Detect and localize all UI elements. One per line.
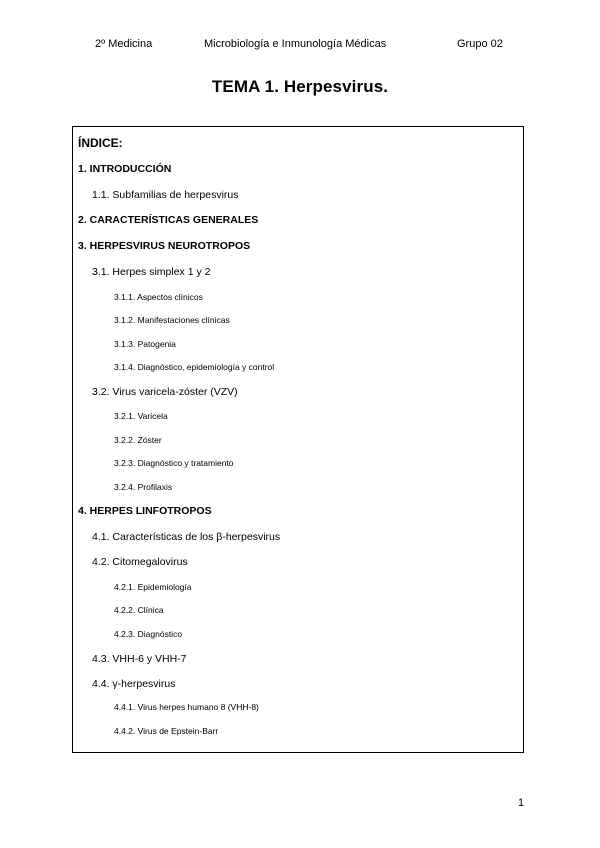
toc-entry-subsection[interactable]: 1.1. Subfamilias de herpesvirus [92, 189, 239, 201]
toc-entry-subsubsection[interactable]: 4.2.3. Diagnóstico [114, 629, 183, 639]
header-subject: Microbiología e Inmunología Médicas [204, 38, 387, 50]
toc-entry-subsection[interactable]: 4.1. Características de los β-herpesvirus [92, 531, 281, 543]
toc-entry-subsubsection[interactable]: 4.4.2. Virus de Epstein-Barr [114, 726, 219, 736]
toc-entry-subsubsection[interactable]: 3.2.1. Varicela [114, 411, 168, 421]
toc-entry-subsection[interactable]: 4.3. VHH-6 y VHH-7 [92, 653, 187, 665]
page-number: 1 [518, 797, 525, 809]
document-title: TEMA 1. Herpesvirus. [211, 77, 389, 96]
toc-entry-subsubsection[interactable]: 3.2.3. Diagnóstico y tratamiento [114, 458, 234, 468]
table-of-contents [72, 126, 524, 753]
toc-entry-section[interactable]: 3. HERPESVIRUS NEUROTROPOS [78, 240, 251, 252]
toc-entry-section[interactable]: 1. INTRODUCCIÓN [78, 163, 172, 175]
toc-entry-subsubsection[interactable]: 3.2.4. Profilaxis [114, 482, 173, 492]
toc-entry-subsubsection[interactable]: 3.1.1. Aspectos clínicos [114, 292, 203, 302]
toc-entry-subsubsection[interactable]: 4.4.1. Virus herpes humano 8 (VHH-8) [114, 702, 259, 712]
toc-entry-subsubsection[interactable]: 3.1.2. Manifestaciones clínicas [114, 315, 230, 325]
toc-entry-subsubsection[interactable]: 3.1.3. Patogenia [114, 339, 176, 349]
header-group: Grupo 02 [457, 38, 503, 50]
page-header [0, 38, 600, 52]
toc-entry-subsubsection[interactable]: 3.1.4. Diagnóstico, epidemiología y control [114, 362, 275, 372]
toc-entry-subsubsection[interactable]: 4.2.1. Epidemiología [114, 582, 192, 592]
toc-entry-section[interactable]: 4. HERPES LINFOTROPOS [78, 505, 212, 517]
header-course: 2º Medicina [95, 38, 153, 50]
toc-entry-subsection[interactable]: 4.2. Citomegalovirus [92, 556, 188, 568]
toc-entry-subsubsection[interactable]: 4.2.2. Clínica [114, 605, 164, 615]
toc-entry-subsection[interactable]: 3.2. Virus varicela-zóster (VZV) [92, 386, 238, 398]
toc-entry-subsubsection[interactable]: 3.2.2. Zóster [114, 435, 162, 445]
toc-heading: ÍNDICE: [78, 136, 123, 150]
toc-entry-subsection[interactable]: 4.4. γ-herpesvirus [92, 678, 176, 690]
toc-entry-section[interactable]: 2. CARACTERÍSTICAS GENERALES [78, 214, 259, 226]
toc-entry-subsection[interactable]: 3.1. Herpes simplex 1 y 2 [92, 266, 211, 278]
